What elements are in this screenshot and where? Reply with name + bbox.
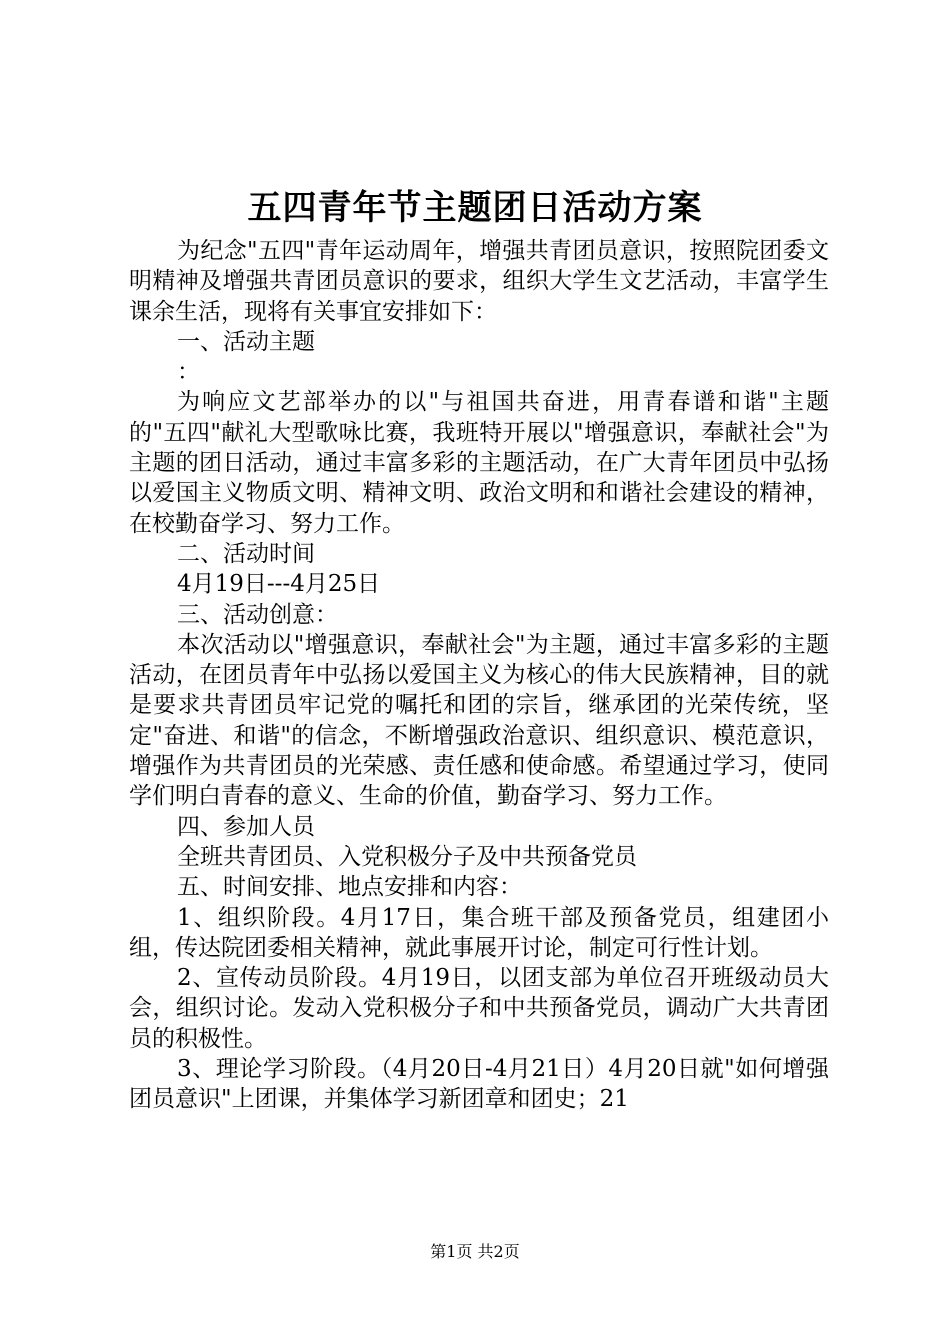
page-number-footer: 第1页 共2页 <box>430 1242 520 1261</box>
document-body <box>129 236 829 1115</box>
paragraph-idea: 本次活动以"增强意识，奉献社会"为主题，通过丰富多彩的主题活动，在团员青年中弘扬以爱国主义为核心的伟大民族精神，目的就是要求共青团员牢记党的嘱托和团的宗旨，继承团的光荣传统，坚定"奋进、和谐"的信念，不断增强政治意识、组织意识、模范意识，增强作为共青团员的光荣感、责任感和使命感。希望通过学习，使同学们明白青春的意义、生命的价值，勤奋学习、努力工作。 <box>129 631 829 810</box>
paragraph-colon: ： <box>177 359 200 386</box>
paragraph-theme: 为响应文艺部举办的以"与祖国共奋进，用青春谱和谐"主题的"五四"献礼大型歌咏比赛，我班特开展以"增强意识，奉献社会"为主题的团日活动，通过丰富多彩的主题活动，在广大青年团员中弘扬以爱国主义物质文明、精神文明、政治文明和和谐社会建设的精神，在校勤奋学习、努力工作。 <box>129 389 829 537</box>
paragraph-stage-1: 1、组织阶段。4月17日，集合班干部及预备党员，组建团小组，传达院团委相关精神，就此事展开讨论，制定可行性计划。 <box>129 904 829 961</box>
paragraph-stage-2: 2、宣传动员阶段。4月19日，以团支部为单位召开班级动员大会，组织讨论。发动入党积极分子和中共预备党员，调动广大共青团员的积极性。 <box>129 965 829 1052</box>
heading-theme: 一、活动主题 <box>177 328 315 355</box>
heading-time: 二、活动时间 <box>177 540 315 567</box>
paragraph-intro: 为纪念"五四"青年运动周年，增强共青团员意识，按照院团委文明精神及增强共青团员意识的要求，组织大学生文艺活动，丰富学生课余生活，现将有关事宜安排如下： <box>129 238 829 325</box>
document-title: 五四青年节主题团日活动方案 <box>247 188 703 228</box>
heading-idea: 三、活动创意： <box>177 601 338 628</box>
heading-schedule: 五、时间安排、地点安排和内容： <box>177 874 522 901</box>
paragraph-participants: 全班共青团员、入党积极分子及中共预备党员 <box>177 843 637 870</box>
heading-participants: 四、参加人员 <box>177 813 315 840</box>
paragraph-time: 4月19日---4月25日 <box>177 571 381 598</box>
paragraph-stage-3: 3、理论学习阶段。（4月20日-4月21日）4月20日就"如何增强团员意识"上团课，并集体学习新团章和团史；21 <box>129 1056 829 1113</box>
